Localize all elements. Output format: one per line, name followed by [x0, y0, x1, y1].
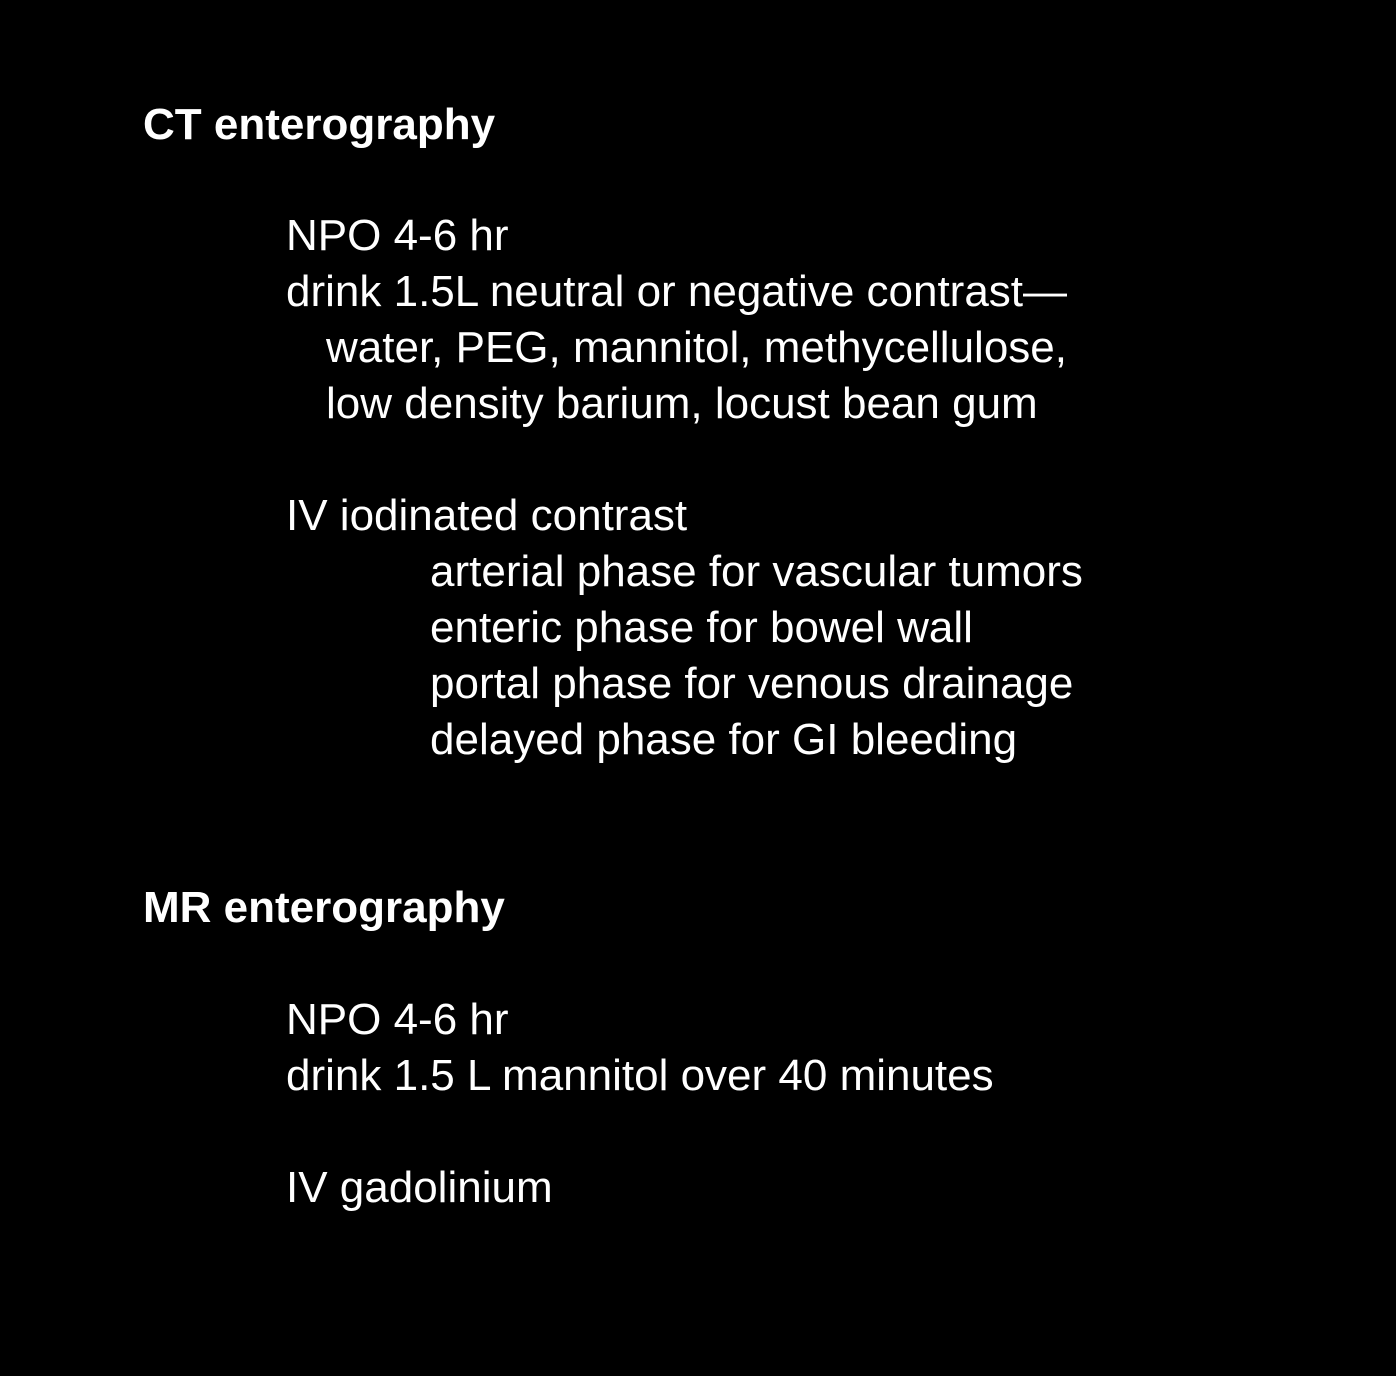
ct-iv: IV iodinated contrast	[286, 491, 688, 540]
ct-agents-line1: water, PEG, mannitol, methycellulose,	[326, 323, 1067, 372]
ct-heading: CT enterography	[143, 100, 496, 149]
mr-npo: NPO 4-6 hr	[286, 995, 509, 1044]
mr-drink: drink 1.5 L mannitol over 40 minutes	[286, 1051, 994, 1100]
mr-heading: MR enterography	[143, 883, 505, 932]
ct-phase-enteric: enteric phase for bowel wall	[430, 603, 973, 652]
ct-npo: NPO 4-6 hr	[286, 211, 509, 260]
ct-drink: drink 1.5L neutral or negative contrast—	[286, 267, 1068, 316]
ct-phase-delayed: delayed phase for GI bleeding	[430, 715, 1018, 764]
ct-agents-line2: low density barium, locust bean gum	[326, 379, 1038, 428]
ct-phase-arterial: arterial phase for vascular tumors	[430, 547, 1083, 596]
ct-phase-portal: portal phase for venous drainage	[430, 659, 1074, 708]
mr-iv: IV gadolinium	[286, 1163, 553, 1212]
